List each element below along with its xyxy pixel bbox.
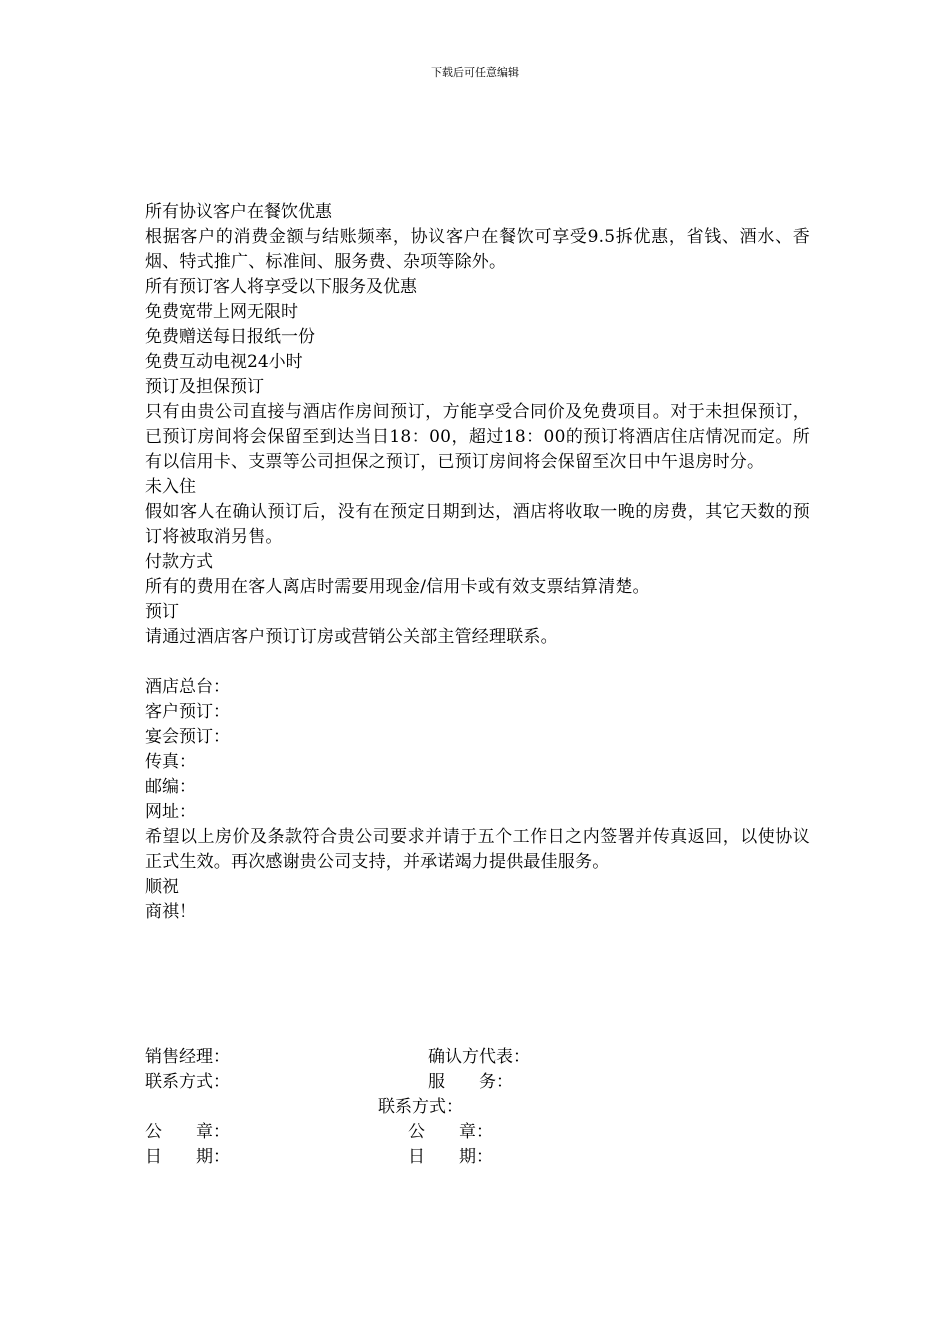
closing-regards: 顺祝 — [145, 877, 179, 897]
section-title-no-show: 未入住 — [145, 477, 196, 497]
section-title-services: 所有预订客人将享受以下服务及优惠 — [145, 277, 417, 297]
contact-fax: 传真： — [145, 752, 196, 772]
contact-front-desk: 酒店总台： — [145, 677, 230, 697]
service-item-tv: 免费互动电视24小时 — [145, 352, 303, 372]
sales-manager-label: 销售经理： — [145, 1047, 230, 1067]
contact-left-label: 联系方式： — [145, 1072, 230, 1092]
closing-paragraph: 希望以上房价及条款符合贵公司要求并请于五个工作日之内签署并传真返回，以使协议正式生效。再次感谢贵公司支持，并承诺竭力提供最佳服务。 — [145, 827, 810, 872]
document-body — [145, 200, 810, 925]
section-title-payment: 付款方式 — [145, 552, 213, 572]
confirm-rep-label: 确认方代表： — [428, 1047, 530, 1067]
section-body-payment: 所有的费用在客人离店时需要用现金/信用卡或有效支票结算清楚。 — [145, 577, 650, 597]
date-left-label: 日 期： — [145, 1147, 230, 1167]
closing-wish: 商祺！ — [145, 902, 196, 922]
section-body-booking: 请通过酒店客户预订订房或营销公关部主管经理联系。 — [145, 627, 558, 647]
contact-postcode: 邮编： — [145, 777, 196, 797]
contact-right-label: 联系方式： — [378, 1097, 463, 1117]
page-header: 下载后可任意编辑 — [431, 66, 519, 79]
section-title-dining: 所有协议客户在餐饮优惠 — [145, 202, 332, 222]
contact-guest-booking: 客户预订： — [145, 702, 230, 722]
section-body-dining: 根据客户的消费金额与结账频率，协议客户在餐饮可享受9.5拆优惠，省钱、酒水、香烟、特式推广、标准间、服务费、杂项等除外。 — [145, 227, 810, 272]
seal-right-label: 公 章： — [408, 1122, 493, 1142]
seal-left-label: 公 章： — [145, 1122, 230, 1142]
section-title-booking: 预订 — [145, 602, 179, 622]
service-label: 服 务： — [428, 1072, 513, 1092]
blank-line — [145, 650, 810, 675]
contact-website: 网址： — [145, 802, 196, 822]
section-body-guarantee: 只有由贵公司直接与酒店作房间预订，方能享受合同价及免费项目。对于未担保预订，已预订房间将会保留至到达当日18：00，超过18：00的预订将酒店住店情况而定。所有以信用卡、支票等公司担保之预订，已预订房间将会保留至次日中午退房时分。 — [145, 402, 810, 472]
contact-banquet-booking: 宴会预订： — [145, 727, 230, 747]
service-item-newspaper: 免费赠送每日报纸一份 — [145, 327, 315, 347]
date-right-label: 日 期： — [408, 1147, 493, 1167]
service-item-broadband: 免费宽带上网无限时 — [145, 302, 298, 322]
section-title-guarantee: 预订及担保预订 — [145, 377, 264, 397]
section-body-no-show: 假如客人在确认预订后，没有在预定日期到达，酒店将收取一晚的房费，其它天数的预订将被取消另售。 — [145, 502, 810, 547]
